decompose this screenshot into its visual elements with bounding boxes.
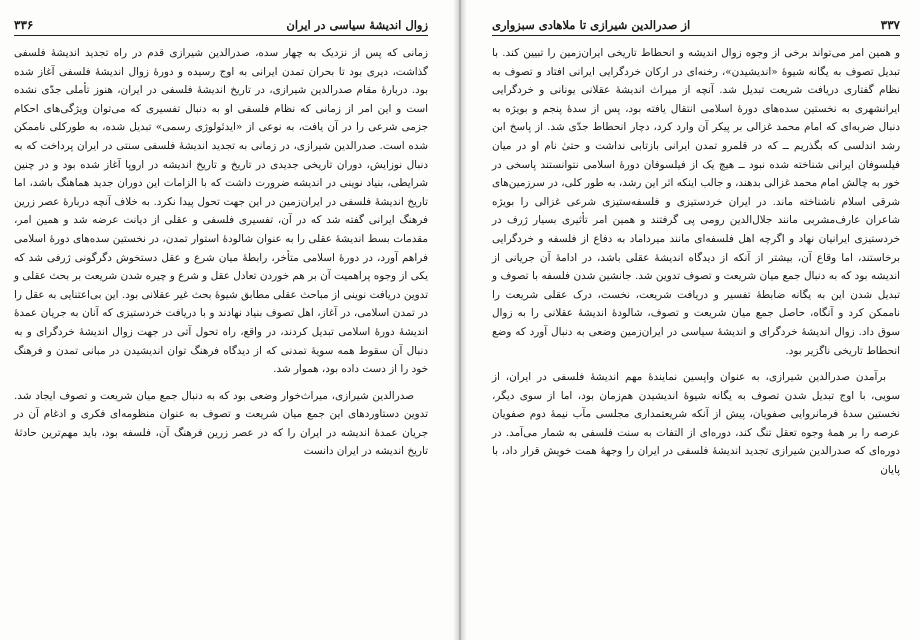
left-page-body <box>14 44 428 461</box>
paragraph: برآمدن صدرالدین شیرازی، به عنوان واپسین نمایندهٔ مهم اندیشهٔ فلسفی در ایران، از سویی، با اوج تبدیل شدن تصوف به یگانه شیوهٔ اندیشیدن هم‌زمان بود، اما از سوی دیگر، نخستین سدهٔ فرمانروایی صفویان، پیش از آنکه شریعتمداری مجلسی مآب نیمهٔ دوم صفویان عرصه را بر همهٔ وجوه تعقل تنگ کند، دوره‌ای از التفات به سنت فلسفی به شمار می‌آمد. در دوره‌ای که صدرالدین شیرازی تجدید اندیشهٔ فلسفی در ایران را وجههٔ همت خویش قرار داد، با پایان <box>492 371 900 477</box>
paragraph: و همین امر می‌تواند برخی از وجوه زوال اندیشه و انحطاط تاریخی ایران‌زمین را تبیین کند. با تبدیل تصوف به یگانه شیوهٔ «اندیشیدن»، رخنه‌ای در ارکان خردگرایی ایرانی افتاد و تصوف به نظام گفتاری دریافت شریعت تبدیل شد. آنچه از میراث اندیشهٔ عقلانی یونانی و خردگرایی ایرانشهری به نخستین سده‌های دورهٔ اسلامی انتقال یافته بود، پس از سدهٔ پنجم و بویژه به دنبال ضربه‌ای که امام محمد غزالی بر پیکر آن وارد کرد، دچار انحطاط جدّی شد. از پاسخ ابن رشد اندلسی که بگذریم ــ که در قلمرو تمدن ایرانی بازتابی نداشت و حتیٰ نام او در میان فیلسوفان ایرانی شناخته شده نبود ــ هیچ یک از فیلسوفان دورهٔ اسلامی نتوانستند پاسخی در خور به چالش امام محمد غزالی بدهند، و جالب اینکه اثر این رشد، به طور کلی، در سرزمین‌های شرقی اسلام ناشناخته ماند. در ایران خردستیزی و فلسفه‌ستیزی شرعی غزالی را بویژه شاعران عارف‌مشربی مانند جلال‌الدین رومی پی گرفتند و همین امر تأثیری بسیار ژرف در خردستیزی ایرانیان نهاد و اگرچه اهل فلسفه‌ای مانند میرداماد به دفاع از فلسفه و خردگرایی برخاستند، اما وقاع آن، بیشتر از آنکه از دیدگاه اندیشهٔ عقلی باشد، در ادامهٔ آن جریانی از اندیشه بود که به دنبال جمع میان شریعت و تصوف تدوین شد. جانشین شدن فلسفه با تصوف و تبدیل شدن این به یگانه ضابطهٔ تفسیر و دریافت شریعت، نخست، درک عقلی شریعت را ناممکن کرد و آنگاه، حاصل جمع میان شریعت و تصوف، شالودهٔ اندیشهٔ عقلانی را به زوال سوق داد. زوال اندیشهٔ خردگرای و اندیشهٔ سیاسی در ایران‌زمین وضعی به دنبال آورد که وضع انحطاط تاریخی ناگزیر بود. <box>492 47 900 357</box>
right-page <box>460 0 920 640</box>
left-page-header <box>14 14 428 36</box>
right-page-number: ۳۳۷ <box>880 18 900 32</box>
left-running-title: زوال اندیشهٔ سیاسی در ایران <box>286 18 428 32</box>
paragraph: صدرالدین شیرازی، میراث‌خوار وضعی بود که به دنبال جمع میان شریعت و تصوف ایجاد شد. تدوین دستاوردهای این جمع میان شریعت و تصوف به عنوان منظومه‌ای فکری و ادغام آن در جریان عمدهٔ اندیشه در ایران را که در عصر زرین فرهنگ آن، فلسفه بود، باید مهم‌ترین حادثهٔ تاریخ اندیشه در ایران دانست <box>14 389 428 458</box>
right-running-title: از صدرالدین شیرازی تا ملاهادی سبزواری <box>492 18 691 32</box>
right-page-header <box>492 14 900 36</box>
left-page-number: ۳۳۶ <box>14 18 34 32</box>
paragraph: زمانی که پس از نزدیک به چهار سده، صدرالدین شیرازی قدم در راه تجدید اندیشهٔ فلسفی گذاشت، دیری بود تا بحران تمدن ایرانی به اوج رسیده و دورهٔ زوال اندیشهٔ فلسفی آغاز شده بود. دربارهٔ مقام صدرالدین شیرازی، در تاریخ اندیشهٔ فلسفی در ایران، هنوز تأملی جدّی نشده است و این امر از زمانی که نظام فلسفی او به دنبال تفسیری که می‌توان ویژگی‌های احکام جزمی شرعی را در آن یافت، به نوعی از «ایدئولوژی رسمی» تبدیل شده، به طورکلی ناممکن شده است. صدرالدین شیرازی، در زمانی به تجدید اندیشهٔ فلسفی سنتی در ایران پرداخت که به دنبال نوزایش، دوران تاریخی جدیدی در تاریخ و تاریخ اندیشه در اروپا آغاز شده بود و در چنین شرایطی، بنیاد نوینی در اندیشه ضرورت داشت که با الزامات این دوران جدید هماهنگ باشد، اما تاریخ اندیشهٔ فلسفی در ایران‌زمین در این جهت تحول پیدا نکرد. به خلاف آنچه دربارهٔ عصر زرین فرهنگ ایرانی گفته شد که در آن، تفسیری فلسفی و عقلی از دیانت عرضه شد و همین امر، مقدمات بسط اندیشهٔ عقلی را به عنوان شالودهٔ استوار تمدن، در نخستین سده‌های دورهٔ اسلامی فراهم آورد، در دورهٔ اسلامی متأخر، رابطهٔ میان شرع و عقل دستخوش دگرگونی ژرفی شد که یکی از وجوه پراهمیت آن بر هم خوردن تعادل عقل و شرع و چیره شدن شریعت بر بحث عقلی و تدوین دریافت نوینی از مباحث عقلی مطابق شیوهٔ بحث غیر عقلانی بود. این بی‌اعتنایی به عقل را در تمدن اسلامی، در آغاز، اهل تصوف بنیاد نهادند و با دریافت خردستیزی که آنان به جریان عمدهٔ اندیشهٔ دورهٔ اسلامی تبدیل کردند، در واقع، راه تحول آتی در جهت زوال اندیشهٔ خردگرای و به دنبال آن سقوط همه سویهٔ تمدنی که از دیدگاه فرهنگ توان اندیشیدن در مبانی تمدن و فرهنگ خود را از دست داده بود، هموار شد. <box>14 47 428 376</box>
right-page-body <box>492 44 900 480</box>
